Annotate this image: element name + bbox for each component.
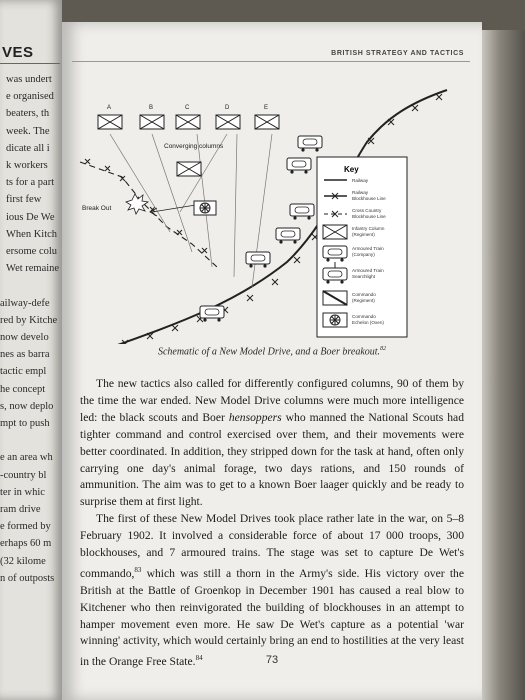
- facing-page-line: (32 kilome: [0, 555, 46, 567]
- facing-page-line: beaters, th: [6, 108, 50, 120]
- column-label-a: A: [107, 105, 112, 111]
- armoured-train-1: [298, 136, 322, 152]
- paragraph-1: [80, 376, 464, 511]
- key-label-cross-country-1: Cross Country: [352, 208, 382, 213]
- key-label-train-1: Armoured Train: [352, 246, 384, 251]
- facing-page-line: dicate all i: [6, 142, 50, 154]
- commando-echelon-symbol: [194, 201, 216, 215]
- key-label-cross-country-2: Blockhouse Line: [352, 214, 386, 219]
- facing-page-line: ailway-defe: [0, 297, 50, 309]
- facing-page-line: e an area wh: [0, 452, 53, 464]
- key-label-train-2: (Company): [352, 252, 375, 257]
- key-commando-icon: [323, 291, 347, 305]
- facing-page-line: k workers: [6, 160, 48, 171]
- facing-page-line: When Kitch: [6, 228, 58, 240]
- facing-page-line: ious De We: [6, 211, 55, 223]
- facing-page-line: red by Kitche: [0, 314, 58, 326]
- paragraph-2-part-b: which was still a thorn in the Army's side. His victory over the British at the Battle of Groenkop in December 1901 has caused a real blow to Kitchener who then reinvigorated the building of blockhouses in an attempt to hamper movement even more. He saw De Wet's capture as a potential 'war winning' activity, which would certainly bring an end to hostilities at the very least in the Orange Free State.: [80, 566, 464, 669]
- diagram-key: [317, 157, 407, 337]
- page-edges: [482, 30, 525, 700]
- column-label-d: D: [225, 105, 230, 111]
- facing-page-line: Wet remaine: [6, 263, 60, 275]
- facing-page-line: -country bl: [0, 469, 47, 481]
- key-label-searchlight-1: Armoured Train: [352, 268, 384, 273]
- column-label-b: B: [149, 105, 154, 111]
- facing-page-rule: [0, 63, 60, 64]
- key-label-searchlight-2: Searchlight: [352, 274, 375, 279]
- key-label-infantry-2: (Regiment): [352, 232, 375, 237]
- column-label-e: E: [264, 105, 269, 111]
- running-head: BRITISH STRATEGY AND TACTICS: [331, 50, 464, 57]
- facing-page-line: ram drive: [0, 504, 41, 515]
- facing-page-line: s, now deplo: [0, 400, 54, 412]
- facing-page-line: ts for a part: [6, 177, 55, 189]
- caption-text: Schematic of a New Model Drive, and a Boer breakout.: [157, 346, 381, 358]
- figure-caption: [62, 346, 482, 357]
- armoured-train-4: [276, 228, 300, 244]
- converging-columns-label: Converging columns: [164, 143, 224, 150]
- facing-page-line: ter in whic: [0, 486, 45, 498]
- key-label-echelon-2: Echelon (Oxen): [352, 320, 384, 325]
- break-out-burst-icon: [126, 194, 148, 214]
- caption-note: 82: [380, 346, 387, 352]
- infantry-column-centre: [177, 162, 201, 176]
- facing-page-line: he concept: [0, 383, 46, 395]
- armoured-train-3: [290, 204, 314, 220]
- body-text: [80, 376, 464, 671]
- key-title: Key: [344, 165, 359, 174]
- key-label-commando-2: (Regiment): [352, 298, 375, 303]
- facing-page-line: tactic empl: [0, 366, 47, 378]
- infantry-column-d: [216, 115, 240, 129]
- key-label-echelon-1: Commando: [352, 314, 376, 319]
- armoured-train-2: [287, 158, 311, 174]
- break-out-label: Break Out: [82, 205, 112, 212]
- footnote-ref-84: 84: [195, 654, 203, 663]
- facing-page-line: was undert: [6, 74, 52, 85]
- armoured-train-5: [246, 252, 270, 268]
- key-label-rail-blockhouse: Blockhouse Line: [352, 196, 386, 201]
- book-page: [62, 22, 482, 700]
- paragraph-1-part-a: The new tactics also called for differently configured columns, 90 of them by the time the war ended. New Model Drive columns were much more intelligence led: the black scouts and Boer: [80, 377, 464, 424]
- facing-page-line: nes as barra: [0, 349, 50, 361]
- paragraph-2-part-a: The first of these New Model Drives took place rather late in the war, on 5–8 February 1902. It involved a considerable force of about 17 000 troops, 300 blockhouses, and 7 armoured trains. The stage was set to capture De Wet's commando,: [80, 512, 464, 580]
- infantry-column-c: [176, 115, 200, 129]
- facing-page-line: ersome colu: [6, 246, 58, 257]
- facing-page-line: e formed by: [0, 521, 51, 533]
- paragraph-2: [80, 511, 464, 671]
- key-label-rail-blockhouse-1: Railway: [352, 190, 369, 195]
- drive-schematic-diagram: [62, 62, 482, 344]
- infantry-column-a: [98, 115, 122, 129]
- facing-page-line: n of outposts: [0, 572, 55, 584]
- facing-page-line: first few: [6, 194, 42, 206]
- facing-page-line: now develo: [0, 332, 49, 343]
- facing-page: [0, 0, 62, 700]
- infantry-column-e: [255, 115, 279, 129]
- footnote-ref-83: 83: [134, 565, 142, 574]
- facing-page-header: VES: [2, 44, 34, 61]
- paragraph-1-part-b: who manned the National Scouts had tighter command and control exercised over them, and their movements were better coordinated. In addition, they stripped down for the task at hand, often only carrying one day's animal forage, two days rations, and 150 rounds of ammunition. The aim was to get to a known Boer laager quickly and be ready to surprise them at first light.: [80, 410, 464, 509]
- key-label-commando-1: Commando: [352, 292, 376, 297]
- facing-page-line: week. The: [6, 125, 50, 137]
- key-label-railway: Railway: [352, 178, 369, 183]
- key-infantry-icon: [323, 225, 347, 239]
- key-label-infantry-1: Infantry Column: [352, 226, 385, 231]
- italic-term: hensoppers: [228, 410, 282, 424]
- infantry-column-b: [140, 115, 164, 129]
- armoured-train-6: [200, 306, 224, 322]
- page-number: 73: [265, 654, 279, 666]
- facing-page-line: erhaps 60 m: [0, 538, 52, 550]
- facing-page-line: mpt to push: [0, 418, 50, 429]
- column-label-c: C: [185, 105, 190, 111]
- key-commando-echelon-icon: [323, 313, 347, 327]
- facing-page-line: e organised: [6, 91, 54, 103]
